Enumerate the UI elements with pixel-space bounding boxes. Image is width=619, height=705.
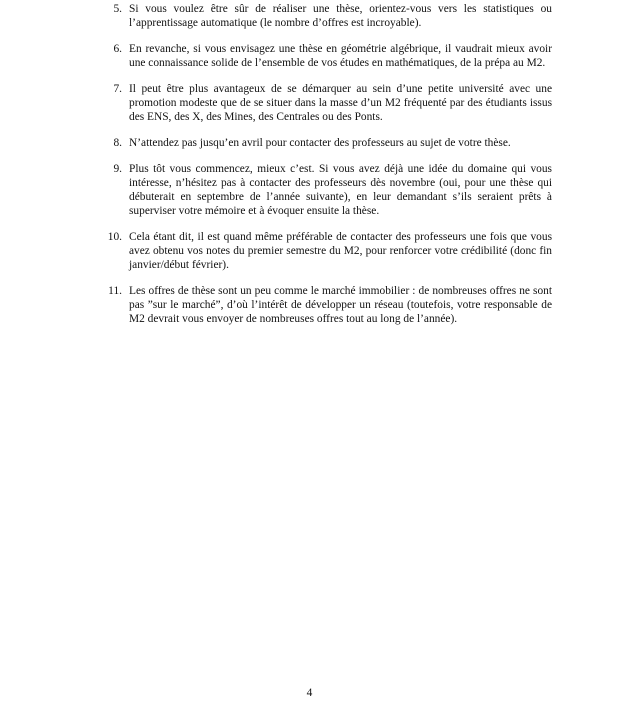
list-item-text: Il peut être plus avantageux de se démarquer au sein d’une petite université avec une promotion modeste que de se situer dans la masse d’un M2 fréquenté par des étudiants issus des ENS, des X, des Mines, des Centrales ou des Ponts. bbox=[129, 83, 552, 123]
list-item-text: N’attendez pas jusqu’en avril pour contacter des professeurs au sujet de votre thèse. bbox=[129, 137, 511, 149]
list-item-text: Si vous voulez être sûr de réaliser une thèse, orientez-vous vers les statistiques ou l’apprentissage automatique (le nombre d’offres est incroyable). bbox=[129, 3, 552, 29]
list-item bbox=[100, 230, 552, 272]
list-item bbox=[100, 136, 552, 150]
list-item-number: 10. bbox=[107, 231, 122, 243]
page-number: 4 bbox=[306, 687, 313, 699]
list-item bbox=[100, 42, 552, 70]
list-item bbox=[100, 82, 552, 124]
list-item-text: En revanche, si vous envisagez une thèse en géométrie algébrique, il vaudrait mieux avoir une connaissance solide de l’ensemble de vos études en mathématiques, de la prépa au M2. bbox=[129, 43, 552, 69]
list-item-text: Plus tôt vous commencez, mieux c’est. Si vous avez déjà une idée du domaine qui vous intéresse, n’hésitez pas à contacter des professeurs dès novembre (oui, pour une thèse qui débuterait en septembre de l’année suivante), en leur demandant s’ils seraient prêts à superviser votre mémoire et à évoquer ensuite la thèse. bbox=[129, 163, 552, 217]
advice-list bbox=[100, 2, 552, 338]
list-item-number: 6. bbox=[113, 43, 122, 55]
list-item-text: Cela étant dit, il est quand même préférable de contacter des professeurs une fois que vous avez obtenu vos notes du premier semestre du M2, pour renforcer votre crédibilité (donc fin janvier/début février). bbox=[129, 231, 552, 271]
list-item-number: 8. bbox=[113, 137, 122, 149]
list-item-number: 5. bbox=[113, 3, 122, 15]
list-item-number: 7. bbox=[113, 83, 122, 95]
list-item bbox=[100, 284, 552, 326]
list-item bbox=[100, 162, 552, 218]
list-item-number: 9. bbox=[113, 163, 122, 175]
list-item bbox=[100, 2, 552, 30]
list-item-number: 11. bbox=[108, 285, 122, 297]
list-item-text: Les offres de thèse sont un peu comme le marché immobilier : de nombreuses offres ne sont pas ”sur le marché”, d’où l’intérêt de développer un réseau (toutefois, votre responsable de M2 devrait vous envoyer de nombreuses offres tout au long de l’année). bbox=[129, 285, 552, 325]
